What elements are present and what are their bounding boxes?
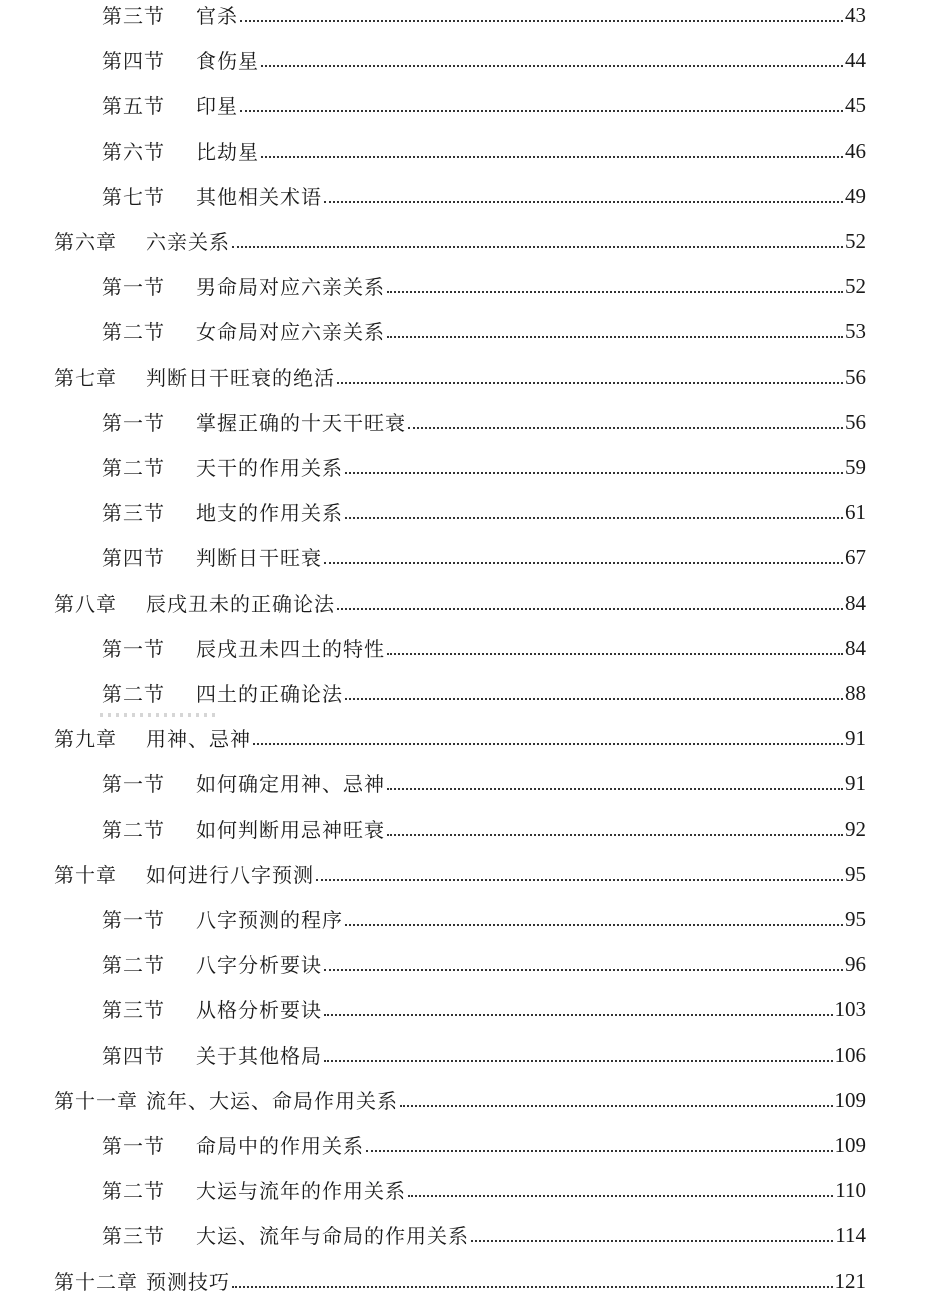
toc-entry-number: 第四节 xyxy=(102,546,165,571)
toc-entry-number: 第二节 xyxy=(102,456,165,480)
toc-page-number: 61 xyxy=(845,500,866,525)
toc-page-number: 91 xyxy=(845,771,866,796)
toc-entry-title: 大运与流年的作用关系 xyxy=(196,1179,406,1204)
toc-page-number: 67 xyxy=(845,545,866,570)
toc-page-number: 110 xyxy=(835,1178,866,1203)
toc-entry-number: 第四节 xyxy=(102,49,165,74)
dot-leader xyxy=(387,290,843,293)
toc-page-number: 109 xyxy=(834,1133,866,1157)
dot-leader xyxy=(387,787,843,790)
toc-entry-number: 第十二章 xyxy=(54,1269,138,1294)
dot-leader xyxy=(345,697,843,700)
toc-page-number: 49 xyxy=(845,183,866,208)
toc-page-number: 92 xyxy=(845,816,866,841)
toc-entry-title: 六亲关系 xyxy=(146,230,230,254)
toc-page-number: 106 xyxy=(834,1042,866,1067)
toc-chapter-entry xyxy=(54,580,866,614)
toc-entry-title: 辰戌丑未的正确论法 xyxy=(146,591,335,616)
dot-leader xyxy=(240,19,843,22)
toc-entry-number: 第二节 xyxy=(102,320,165,345)
dot-leader xyxy=(232,245,843,248)
toc-entry-number: 第二节 xyxy=(102,953,165,978)
toc-entry-title: 天干的作用关系 xyxy=(196,456,343,480)
toc-page-number: 95 xyxy=(845,907,866,931)
toc-section-entry xyxy=(102,173,866,207)
toc-entry-number: 第十章 xyxy=(54,862,117,887)
toc-section-entry xyxy=(102,444,866,478)
toc-entry-title: 关于其他格局 xyxy=(196,1043,322,1068)
dot-leader xyxy=(345,471,843,474)
toc-page-number: 52 xyxy=(845,274,866,299)
toc-entry-number: 第一节 xyxy=(102,410,165,435)
toc-entry-number: 第七章 xyxy=(54,365,117,390)
toc-page-number: 84 xyxy=(845,635,866,660)
toc-entry-number: 第一节 xyxy=(102,1134,165,1158)
toc-entry-number: 第三节 xyxy=(102,998,165,1023)
toc-entry-number: 第六章 xyxy=(54,230,117,254)
toc-page-number: 84 xyxy=(845,590,866,615)
toc-section-entry xyxy=(102,82,866,119)
toc-page-number: 44 xyxy=(845,48,866,73)
toc-section-entry xyxy=(102,399,866,433)
toc-entry-number: 第二节 xyxy=(102,817,165,842)
toc-entry-title: 流年、大运、命局作用关系 xyxy=(146,1088,398,1113)
dot-leader xyxy=(324,968,843,971)
toc-entry-title: 四土的正确论法 xyxy=(196,682,343,706)
toc-page-number: 53 xyxy=(845,319,866,344)
toc-entry-title: 比劫星 xyxy=(196,139,259,164)
toc-page-number: 45 xyxy=(845,93,866,118)
dot-leader xyxy=(324,1013,833,1016)
toc-entry-title: 从格分析要诀 xyxy=(196,998,322,1023)
dot-leader xyxy=(337,607,843,610)
toc-section-entry xyxy=(102,941,866,978)
toc-entry-title: 如何进行八字预测 xyxy=(146,862,314,887)
toc-page-number: 88 xyxy=(845,681,866,705)
toc-chapter-entry xyxy=(54,715,866,752)
toc-page-number: 91 xyxy=(845,726,866,751)
toc-page-number: 52 xyxy=(845,229,866,253)
toc-entry-number: 第三节 xyxy=(102,4,165,28)
toc-section-entry xyxy=(102,896,866,930)
toc-entry-number: 第六节 xyxy=(102,139,165,164)
toc-entry-number: 第七节 xyxy=(102,184,165,209)
toc-section-entry xyxy=(102,986,866,1023)
toc-section-entry xyxy=(102,1167,866,1204)
toc-page-number: 56 xyxy=(845,409,866,434)
toc-entry-title: 八字预测的程序 xyxy=(196,908,343,932)
dot-leader xyxy=(324,200,843,203)
toc-entry-title: 大运、流年与命局的作用关系 xyxy=(196,1224,469,1249)
toc-entry-title: 八字分析要诀 xyxy=(196,953,322,978)
toc-entry-title: 食伤星 xyxy=(196,49,259,74)
dot-leader xyxy=(261,64,843,67)
toc-entry-title: 掌握正确的十天干旺衰 xyxy=(196,410,406,435)
toc-entry-title: 预测技巧 xyxy=(146,1269,230,1294)
toc-section-entry xyxy=(102,37,866,74)
toc-page-number: 59 xyxy=(845,455,866,479)
toc-page-number: 103 xyxy=(834,997,866,1022)
toc-section-entry xyxy=(102,263,866,300)
toc-entry-number: 第十一章 xyxy=(54,1088,138,1113)
dot-leader xyxy=(345,516,843,519)
toc-section-entry xyxy=(102,760,866,797)
toc-entry-title: 官杀 xyxy=(196,4,238,28)
toc-chapter-entry xyxy=(54,354,866,388)
toc-chapter-entry xyxy=(54,1258,866,1292)
toc-page-number: 43 xyxy=(845,3,866,27)
toc-entry-title: 如何判断用忌神旺衰 xyxy=(196,817,385,842)
dot-leader xyxy=(408,426,843,429)
dot-leader xyxy=(408,1194,833,1197)
toc-section-entry xyxy=(102,625,866,659)
toc-entry-title: 印星 xyxy=(196,94,238,119)
toc-section-entry xyxy=(102,308,866,345)
toc-entry-number: 第三节 xyxy=(102,501,165,526)
dot-leader xyxy=(253,742,843,745)
toc-entry-number: 第二节 xyxy=(102,682,165,706)
toc-section-entry xyxy=(102,1212,866,1249)
toc-entry-title: 男命局对应六亲关系 xyxy=(196,275,385,300)
dot-leader xyxy=(240,109,843,112)
toc-page-number: 46 xyxy=(845,138,866,163)
toc-page-number: 121 xyxy=(834,1268,866,1293)
dot-leader xyxy=(345,923,843,926)
toc-entry-number: 第一节 xyxy=(102,908,165,932)
toc-entry-title: 辰戌丑未四土的特性 xyxy=(196,636,385,661)
toc-entry-number: 第四节 xyxy=(102,1043,165,1068)
dot-leader xyxy=(387,833,843,836)
dot-leader xyxy=(366,1149,833,1152)
toc-section-entry xyxy=(102,806,866,840)
toc-entry-number: 第一节 xyxy=(102,772,165,797)
toc-page-number: 56 xyxy=(845,364,866,389)
toc-section-entry xyxy=(102,0,866,26)
toc-page-number: 96 xyxy=(845,952,866,977)
toc-entry-title: 其他相关术语 xyxy=(196,184,322,209)
toc-entry-title: 判断日干旺衰的绝活 xyxy=(146,365,335,390)
dot-leader xyxy=(324,561,843,564)
dot-leader xyxy=(324,1059,833,1062)
toc-entry-title: 用神、忌神 xyxy=(146,727,251,752)
toc-section-entry xyxy=(102,1032,866,1066)
dot-leader xyxy=(261,155,843,158)
toc-section-entry xyxy=(102,1122,866,1156)
toc-chapter-entry xyxy=(54,1077,866,1111)
toc-page-number: 114 xyxy=(835,1223,866,1248)
toc-entry-title: 命局中的作用关系 xyxy=(196,1134,364,1158)
toc-entry-title: 女命局对应六亲关系 xyxy=(196,320,385,345)
toc-entry-number: 第一节 xyxy=(102,275,165,300)
toc-chapter-entry xyxy=(54,218,866,252)
dot-leader xyxy=(316,878,843,881)
toc-entry-number: 第一节 xyxy=(102,636,165,661)
dot-leader xyxy=(387,335,843,338)
toc-section-entry xyxy=(102,489,866,526)
dot-leader xyxy=(400,1104,833,1107)
dot-leader xyxy=(471,1239,833,1242)
toc-section-entry xyxy=(102,128,866,162)
scan-artifact xyxy=(100,713,220,717)
toc-entry-number: 第九章 xyxy=(54,727,117,752)
toc-entry-title: 判断日干旺衰 xyxy=(196,546,322,571)
dot-leader xyxy=(337,381,843,384)
toc-entry-title: 如何确定用神、忌神 xyxy=(196,772,385,797)
toc-entry-title: 地支的作用关系 xyxy=(196,501,343,526)
toc-section-entry xyxy=(102,534,866,571)
toc-page-number: 95 xyxy=(845,861,866,886)
toc-entry-number: 第二节 xyxy=(102,1179,165,1204)
dot-leader xyxy=(387,652,843,655)
toc-page-number: 109 xyxy=(834,1087,866,1112)
dot-leader xyxy=(232,1285,833,1288)
toc-entry-number: 第八章 xyxy=(54,591,117,616)
toc-entry-number: 第三节 xyxy=(102,1224,165,1249)
toc-section-entry xyxy=(102,670,866,704)
toc-chapter-entry xyxy=(54,851,866,885)
toc-entry-number: 第五节 xyxy=(102,94,165,119)
